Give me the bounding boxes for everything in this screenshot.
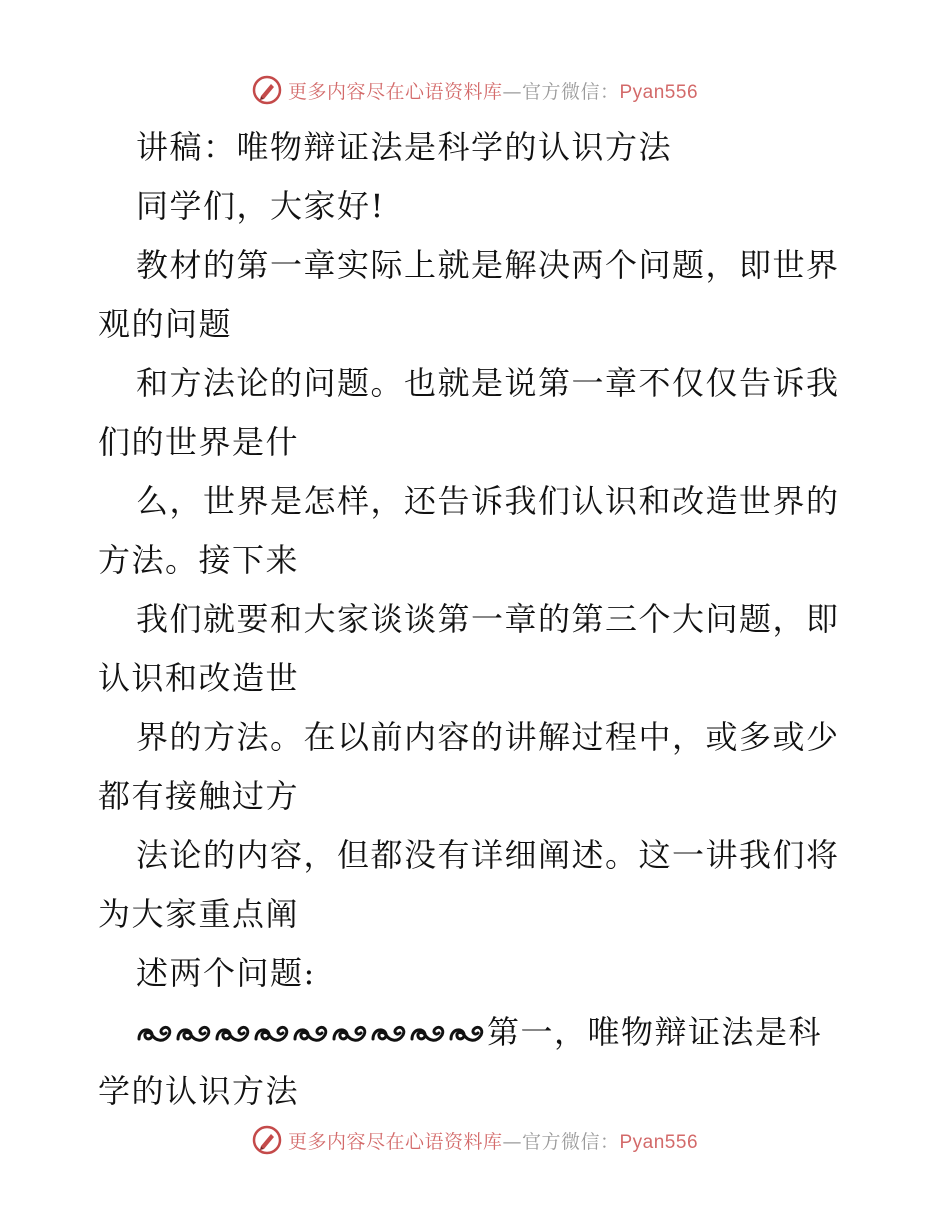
swirl-ornament-icon	[292, 1021, 330, 1047]
body-lines	[98, 118, 858, 1003]
swirl-ornament-icon	[253, 1021, 291, 1047]
banner-sub-text: 官方微信：	[521, 80, 620, 103]
body-line: 法论的内容，但都没有详细阐述。这一讲我们将	[136, 836, 840, 874]
swirl-ornament-icon	[175, 1021, 213, 1047]
body-line: 和方法论的问题。也就是说第一章不仅仅告诉我	[136, 364, 840, 402]
banner-account: Pyan556	[619, 1131, 699, 1153]
body-line: 观的问题	[98, 305, 233, 343]
body-line: 为大家重点阐	[98, 895, 300, 933]
body-line: 么，世界是怎样，还告诉我们认识和改造世界的	[136, 482, 840, 520]
ornament-line	[98, 1003, 858, 1062]
header-banner	[0, 70, 950, 110]
banner-separator: —	[502, 80, 522, 103]
body-line: 我们就要和大家谈谈第一章的第三个大问题，即	[136, 600, 840, 638]
swirl-ornament-icon	[409, 1021, 447, 1047]
body-line: 们的世界是什	[98, 423, 300, 461]
pen-logo-icon	[252, 1125, 282, 1155]
banner-text	[288, 77, 698, 104]
swirl-ornament-icon	[136, 1021, 174, 1047]
body-line: 都有接触过方	[98, 777, 300, 815]
body-line: 界的方法。在以前内容的讲解过程中，或多或少	[136, 718, 840, 756]
body-line: 认识和改造世	[98, 659, 300, 697]
body-line: 述两个问题:	[136, 954, 316, 992]
swirl-ornament-icon	[370, 1021, 408, 1047]
body-line: 同学们，大家好!	[136, 187, 385, 225]
swirl-ornament-icon	[448, 1021, 486, 1047]
banner-text	[288, 1127, 698, 1154]
body-line: 教材的第一章实际上就是解决两个问题，即世界	[136, 246, 840, 284]
banner-main-text: 更多内容尽在心语资料库	[287, 1130, 503, 1153]
banner-main-text: 更多内容尽在心语资料库	[287, 80, 503, 103]
body-line: 方法。接下来	[98, 541, 300, 579]
footer-banner	[0, 1120, 950, 1160]
banner-account: Pyan556	[619, 81, 699, 103]
swirl-ornament-icon	[214, 1021, 252, 1047]
ornament-line-text: 第一，唯物辩证法是科	[487, 1013, 823, 1051]
banner-separator: —	[502, 1130, 522, 1153]
banner-sub-text: 官方微信：	[521, 1130, 620, 1153]
last-line: 学的认识方法	[98, 1072, 300, 1110]
ornament-row	[136, 1013, 487, 1051]
pen-logo-icon	[252, 75, 282, 105]
swirl-ornament-icon	[331, 1021, 369, 1047]
body-line: 讲稿：唯物辩证法是科学的认识方法	[136, 128, 673, 166]
document-body	[98, 118, 858, 1121]
